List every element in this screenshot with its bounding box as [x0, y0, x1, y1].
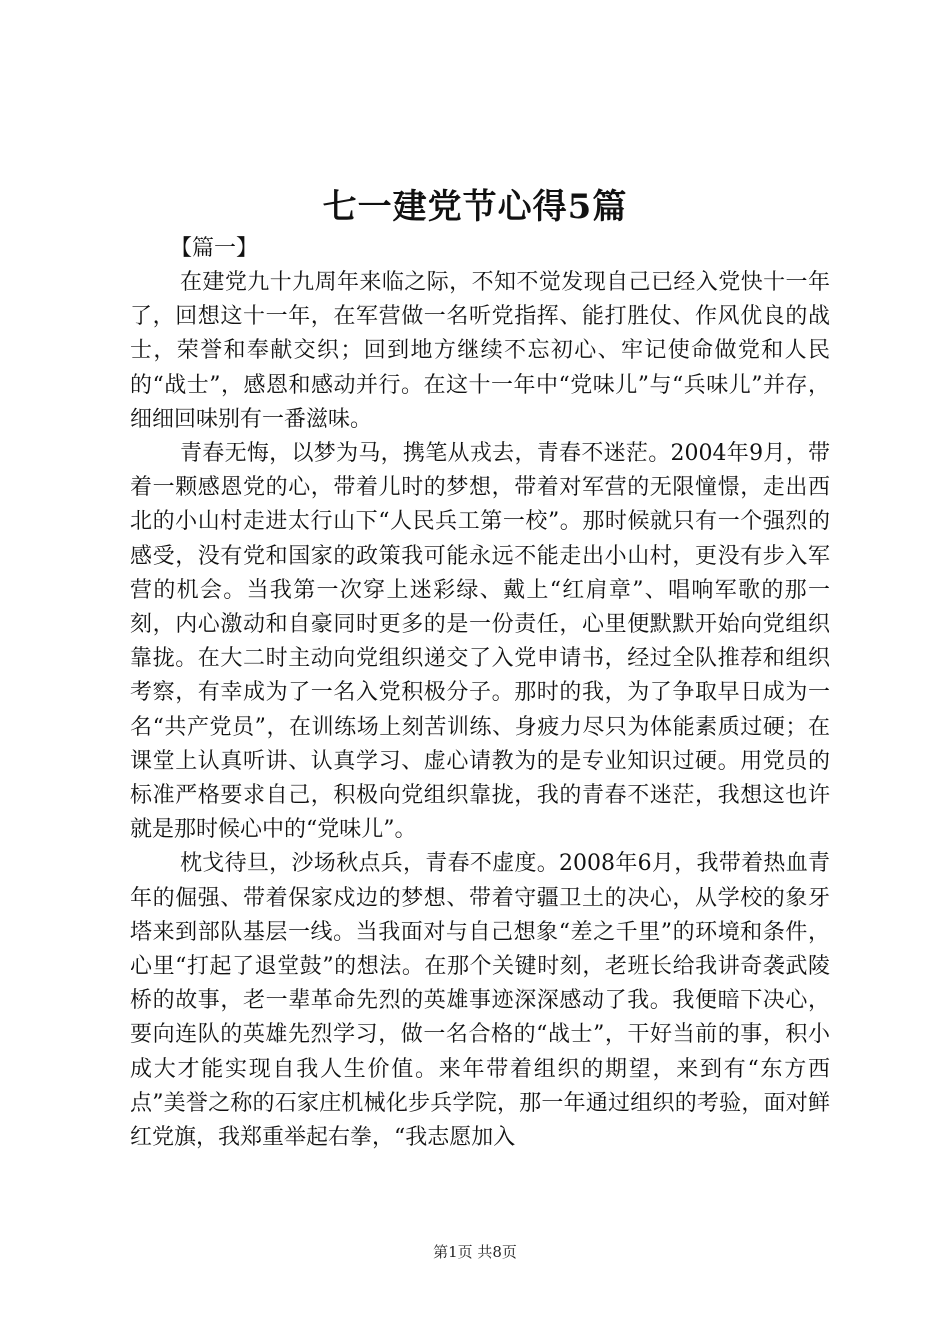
body-paragraph-3: 枕戈待旦，沙场秋点兵，青春不虚度。2008年6月，我带着热血青年的倔强、带着保家戍边的梦想、带着守疆卫土的决心，从学校的象牙塔来到部队基层一线。当我面对与自己想象“差之千里”的环境和条件，心里“打起了退堂鼓”的想法。在那个关键时刻，老班长给我讲奇袭武陵桥的故事，老一辈革命先烈的英雄事迹深深感动了我。我便暗下决心，要向连队的英雄先烈学习，做一名合格的“战士”，干好当前的事，积小成大才能实现自我人生价值。来年带着组织的期望，来到有“东方西点”美誉之称的石家庄机械化步兵学院，那一年通过组织的考验，面对鲜红党旗，我郑重举起右拳，“我志愿加入: [130, 851, 830, 1151]
document-body: [130, 232, 830, 1155]
body-paragraph-1: 在建党九十九周年来临之际，不知不觉发现自己已经入党快十一年了，回想这十一年，在军营做一名听党指挥、能打胜仗、作风优良的战士，荣誉和奉献交织；回到地方继续不忘初心、牢记使命做党和人民的“战士”，感恩和感动并行。在这十一年中“党味儿”与“兵味儿”并存，细细回味别有一番滋味。: [130, 270, 830, 432]
body-paragraph-2: 青春无悔，以梦为马，携笔从戎去，青春不迷茫。2004年9月，带着一颗感恩党的心，带着儿时的梦想，带着对军营的无限憧憬，走出西北的小山村走进太行山下“人民兵工第一校”。那时候就只有一个强烈的感受，没有党和国家的政策我可能永远不能走出小山村，更没有步入军营的机会。当我第一次穿上迷彩绿、戴上“红肩章”、唱响军歌的那一刻，内心激动和自豪同时更多的是一份责任，心里便默默开始向党组织靠拢。在大二时主动向党组织递交了入党申请书，经过全队推荐和组织考察，有幸成为了一名入党积极分子。那时的我，为了争取早日成为一名“共产党员”，在训练场上刻苦训练、身疲力尽只为体能素质过硬；在课堂上认真听讲、认真学习、虚心请教为的是专业知识过硬。用党员的标准严格要求自己，积极向党组织靠拢，我的青春不迷茫，我想这也许就是那时候心中的“党味儿”。: [130, 441, 830, 843]
section-label: 【篇一】: [170, 236, 259, 261]
page-footer: 第1页 共8页: [433, 1243, 517, 1261]
document-title: 七一建党节心得5篇: [322, 187, 628, 227]
